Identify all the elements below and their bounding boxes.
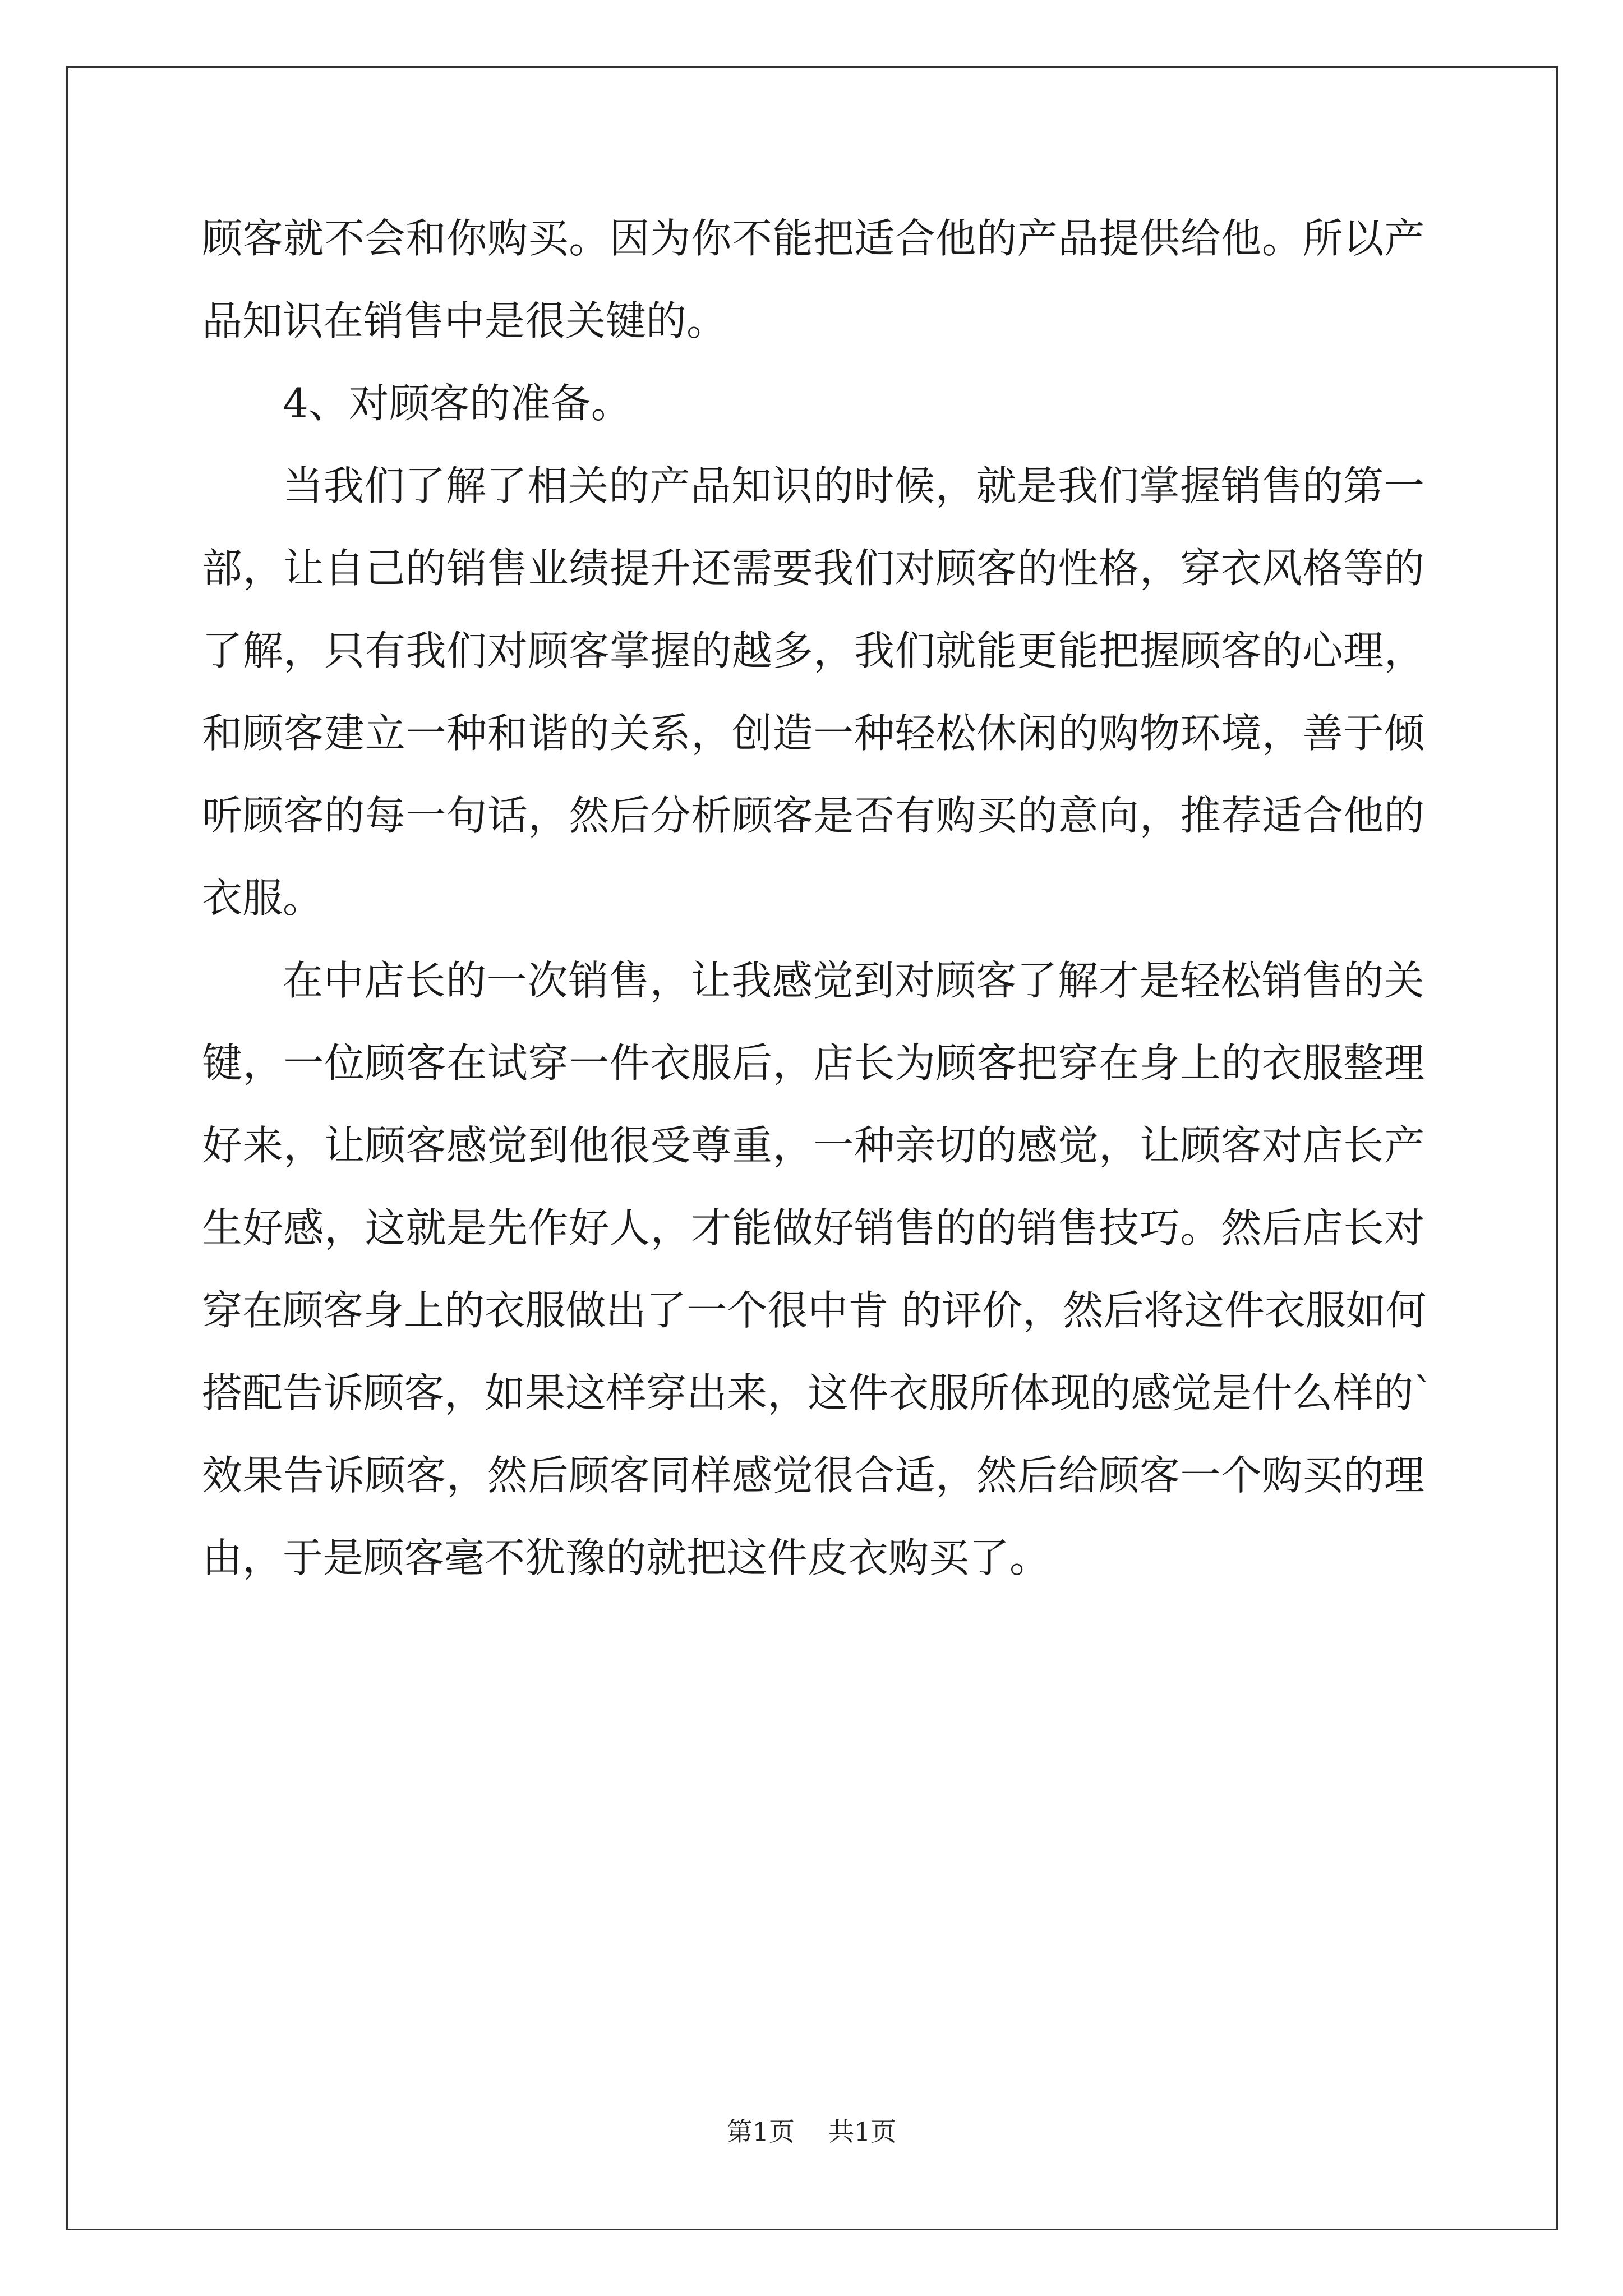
text-line: 穿 在 顾 客 身 上 的 衣 服 做 出 了 一 个 很 中 肯 的 评 价 ， 然 后 将 这 件 衣 服 如 何: [202, 1287, 1427, 1334]
text-line: 生 好 感 ， 这 就 是 先 作 好 人 ， 才 能 做 好 销 售 的 的 销 售 技 巧 。 然 后 店 长 对: [202, 1204, 1424, 1251]
text-line: 和 顾 客 建 立 一 种 和 谐 的 关 系 ， 创 造 一 种 轻 松 休 闲 的 购 物 环 境 ， 善 于 倾: [202, 710, 1424, 757]
text-line: 当 我 们 了 解 了 相 关 的 产 品 知 识 的 时 候 ， 就 是 我 们 掌 握 销 售 的 第 一: [283, 462, 1424, 509]
text-line: 品知识在销售中是很关键的。: [202, 297, 727, 344]
text-line: 顾 客 就 不 会 和 你 购 买 。 因 为 你 不 能 把 适 合 他 的 产 品 提 供 给 他 。 所 以 产: [202, 215, 1424, 262]
text-line: 了 解 ， 只 有 我 们 对 顾 客 掌 握 的 越 多 ， 我 们 就 能 更 能 把 握 顾 客 的 心 理 ，: [202, 627, 1424, 674]
text-line: 部 ， 让 自 己 的 销 售 业 绩 提 升 还 需 要 我 们 对 顾 客 的 性 格 ， 穿 衣 风 格 等 的: [202, 545, 1424, 592]
text-line: 由，于是顾客毫不犹豫的就把这件皮衣购买了。: [202, 1534, 1050, 1581]
text-line: 好 来 ， 让 顾 客 感 觉 到 他 很 受 尊 重 ， 一 种 亲 切 的 感 觉 ， 让 顾 客 对 店 长 产: [202, 1122, 1424, 1169]
text-line: 衣服。: [202, 875, 324, 922]
text-line: 键 ， 一 位 顾 客 在 试 穿 一 件 衣 服 后 ， 店 长 为 顾 客 把 穿 在 身 上 的 衣 服 整 理: [202, 1039, 1424, 1087]
text-line: 在 中 店 长 的 一 次 销 售 ， 让 我 感 觉 到 对 顾 客 了 解 才 是 轻 松 销 售 的 关: [283, 957, 1424, 1004]
text-line: 搭 配 告 诉 顾 客 ， 如 果 这 样 穿 出 来 ， 这 件 衣 服 所 体 现 的 感 觉 是 什 么 样 的 `: [202, 1369, 1434, 1416]
page-number-total: 共1页: [828, 2116, 897, 2147]
document-body: [202, 213, 1434, 1615]
text-line: 听 顾 客 的 每 一 句 话 ， 然 后 分 析 顾 客 是 否 有 购 买 的 意 向 ， 推 荐 适 合 他 的: [202, 792, 1424, 839]
text-line: 效 果 告 诉 顾 客 ， 然 后 顾 客 同 样 感 觉 很 合 适 ， 然 后 给 顾 客 一 个 购 买 的 理: [202, 1452, 1424, 1499]
page-footer: [0, 2115, 1623, 2148]
page-number-current: 第1页: [726, 2116, 795, 2147]
text-line: 4、对顾客的准备。: [283, 380, 631, 427]
